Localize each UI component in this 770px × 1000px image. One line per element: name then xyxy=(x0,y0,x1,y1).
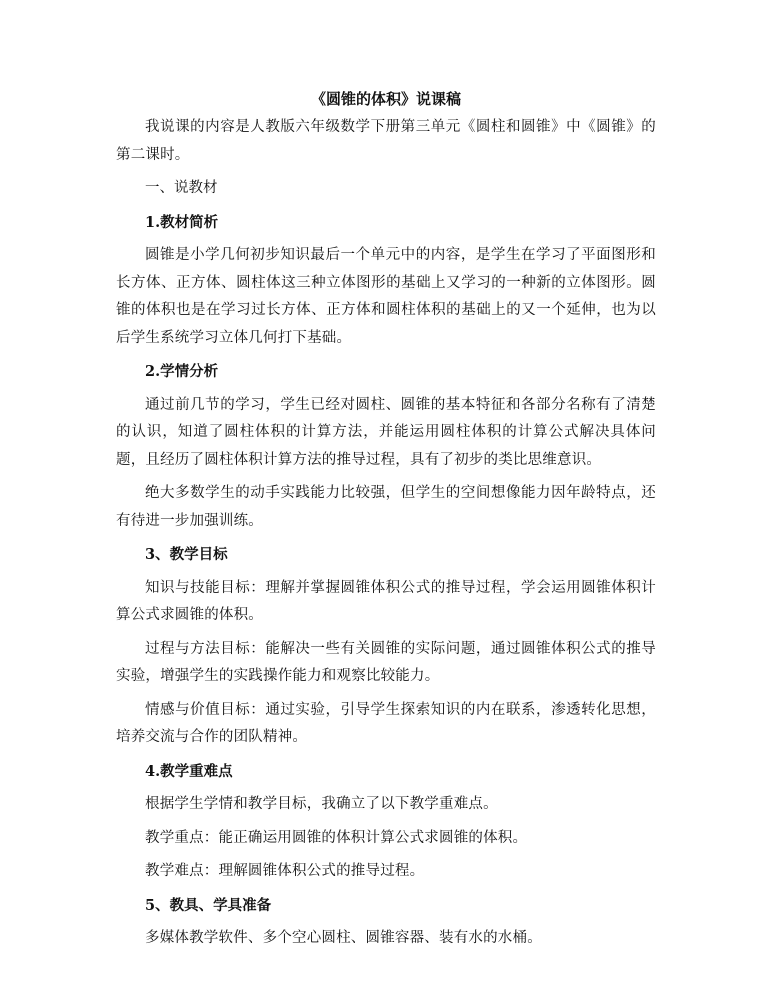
intro-paragraph: 我说课的内容是人教版六年级数学下册第三单元《圆柱和圆锥》中《圆锥》的第二课时。 xyxy=(116,119,656,163)
textbook-analysis-paragraph: 圆锥是小学几何初步知识最后一个单元中的内容，是学生在学习了平面图形和长方体、正方体、圆柱体这三种立体图形的基础上又学习的一种新的立体图形。圆锥的体积也是在学习过长方体、正方体和圆柱体积的基础上的又一个延伸，也为以后学生系统学习立体几何打下基础。 xyxy=(116,247,656,346)
document-title: 《圆锥的体积》说课稿 xyxy=(310,90,461,108)
subsection-heading-5: 5、教具、学具准备 xyxy=(145,896,272,914)
subsection-heading-3: 3、教学目标 xyxy=(145,546,228,563)
goal-process-paragraph: 过程与方法目标：能解决一些有关圆锥的实际问题，通过圆锥体积公式的推导实验，增强学生的实践操作能力和观察比较能力。 xyxy=(116,640,656,684)
difficult-point-paragraph: 教学难点：理解圆锥体积公式的推导过程。 xyxy=(145,863,425,879)
section-heading-1: 一、说教材 xyxy=(145,180,218,196)
goal-emotion-paragraph: 情感与价值目标：通过实验，引导学生探索知识的内在联系，渗透转化思想，培养交流与合作的团队精神。 xyxy=(116,701,656,745)
key-points-intro-paragraph: 根据学生学情和教学目标，我确立了以下教学重难点。 xyxy=(145,796,498,812)
goal-knowledge-paragraph: 知识与技能目标：理解并掌握圆锥体积公式的推导过程，学会运用圆锥体积计算公式求圆锥的体积。 xyxy=(116,579,656,623)
document-page xyxy=(116,88,656,959)
subsection-heading-2: 2.学情分析 xyxy=(145,363,219,380)
student-analysis-paragraph-2: 绝大多数学生的动手实践能力比较强，但学生的空间想像能力因年龄特点，还有待进一步加强训练。 xyxy=(116,485,656,529)
subsection-heading-4: 4.教学重难点 xyxy=(145,762,233,780)
subsection-heading-1: 1.教材简析 xyxy=(145,213,219,231)
materials-paragraph: 多媒体教学软件、多个空心圆柱、圆锥容器、装有水的水桶。 xyxy=(145,930,542,946)
student-analysis-paragraph-1: 通过前几节的学习，学生已经对圆柱、圆锥的基本特征和各部分名称有了清楚的认识，知道了圆柱体积的计算方法，并能运用圆柱体积的计算公式解决具体问题，且经历了圆柱体积计算方法的推导过程，具有了初步的类比思维意识。 xyxy=(116,396,656,468)
key-point-paragraph: 教学重点：能正确运用圆锥的体积计算公式求圆锥的体积。 xyxy=(145,829,528,846)
